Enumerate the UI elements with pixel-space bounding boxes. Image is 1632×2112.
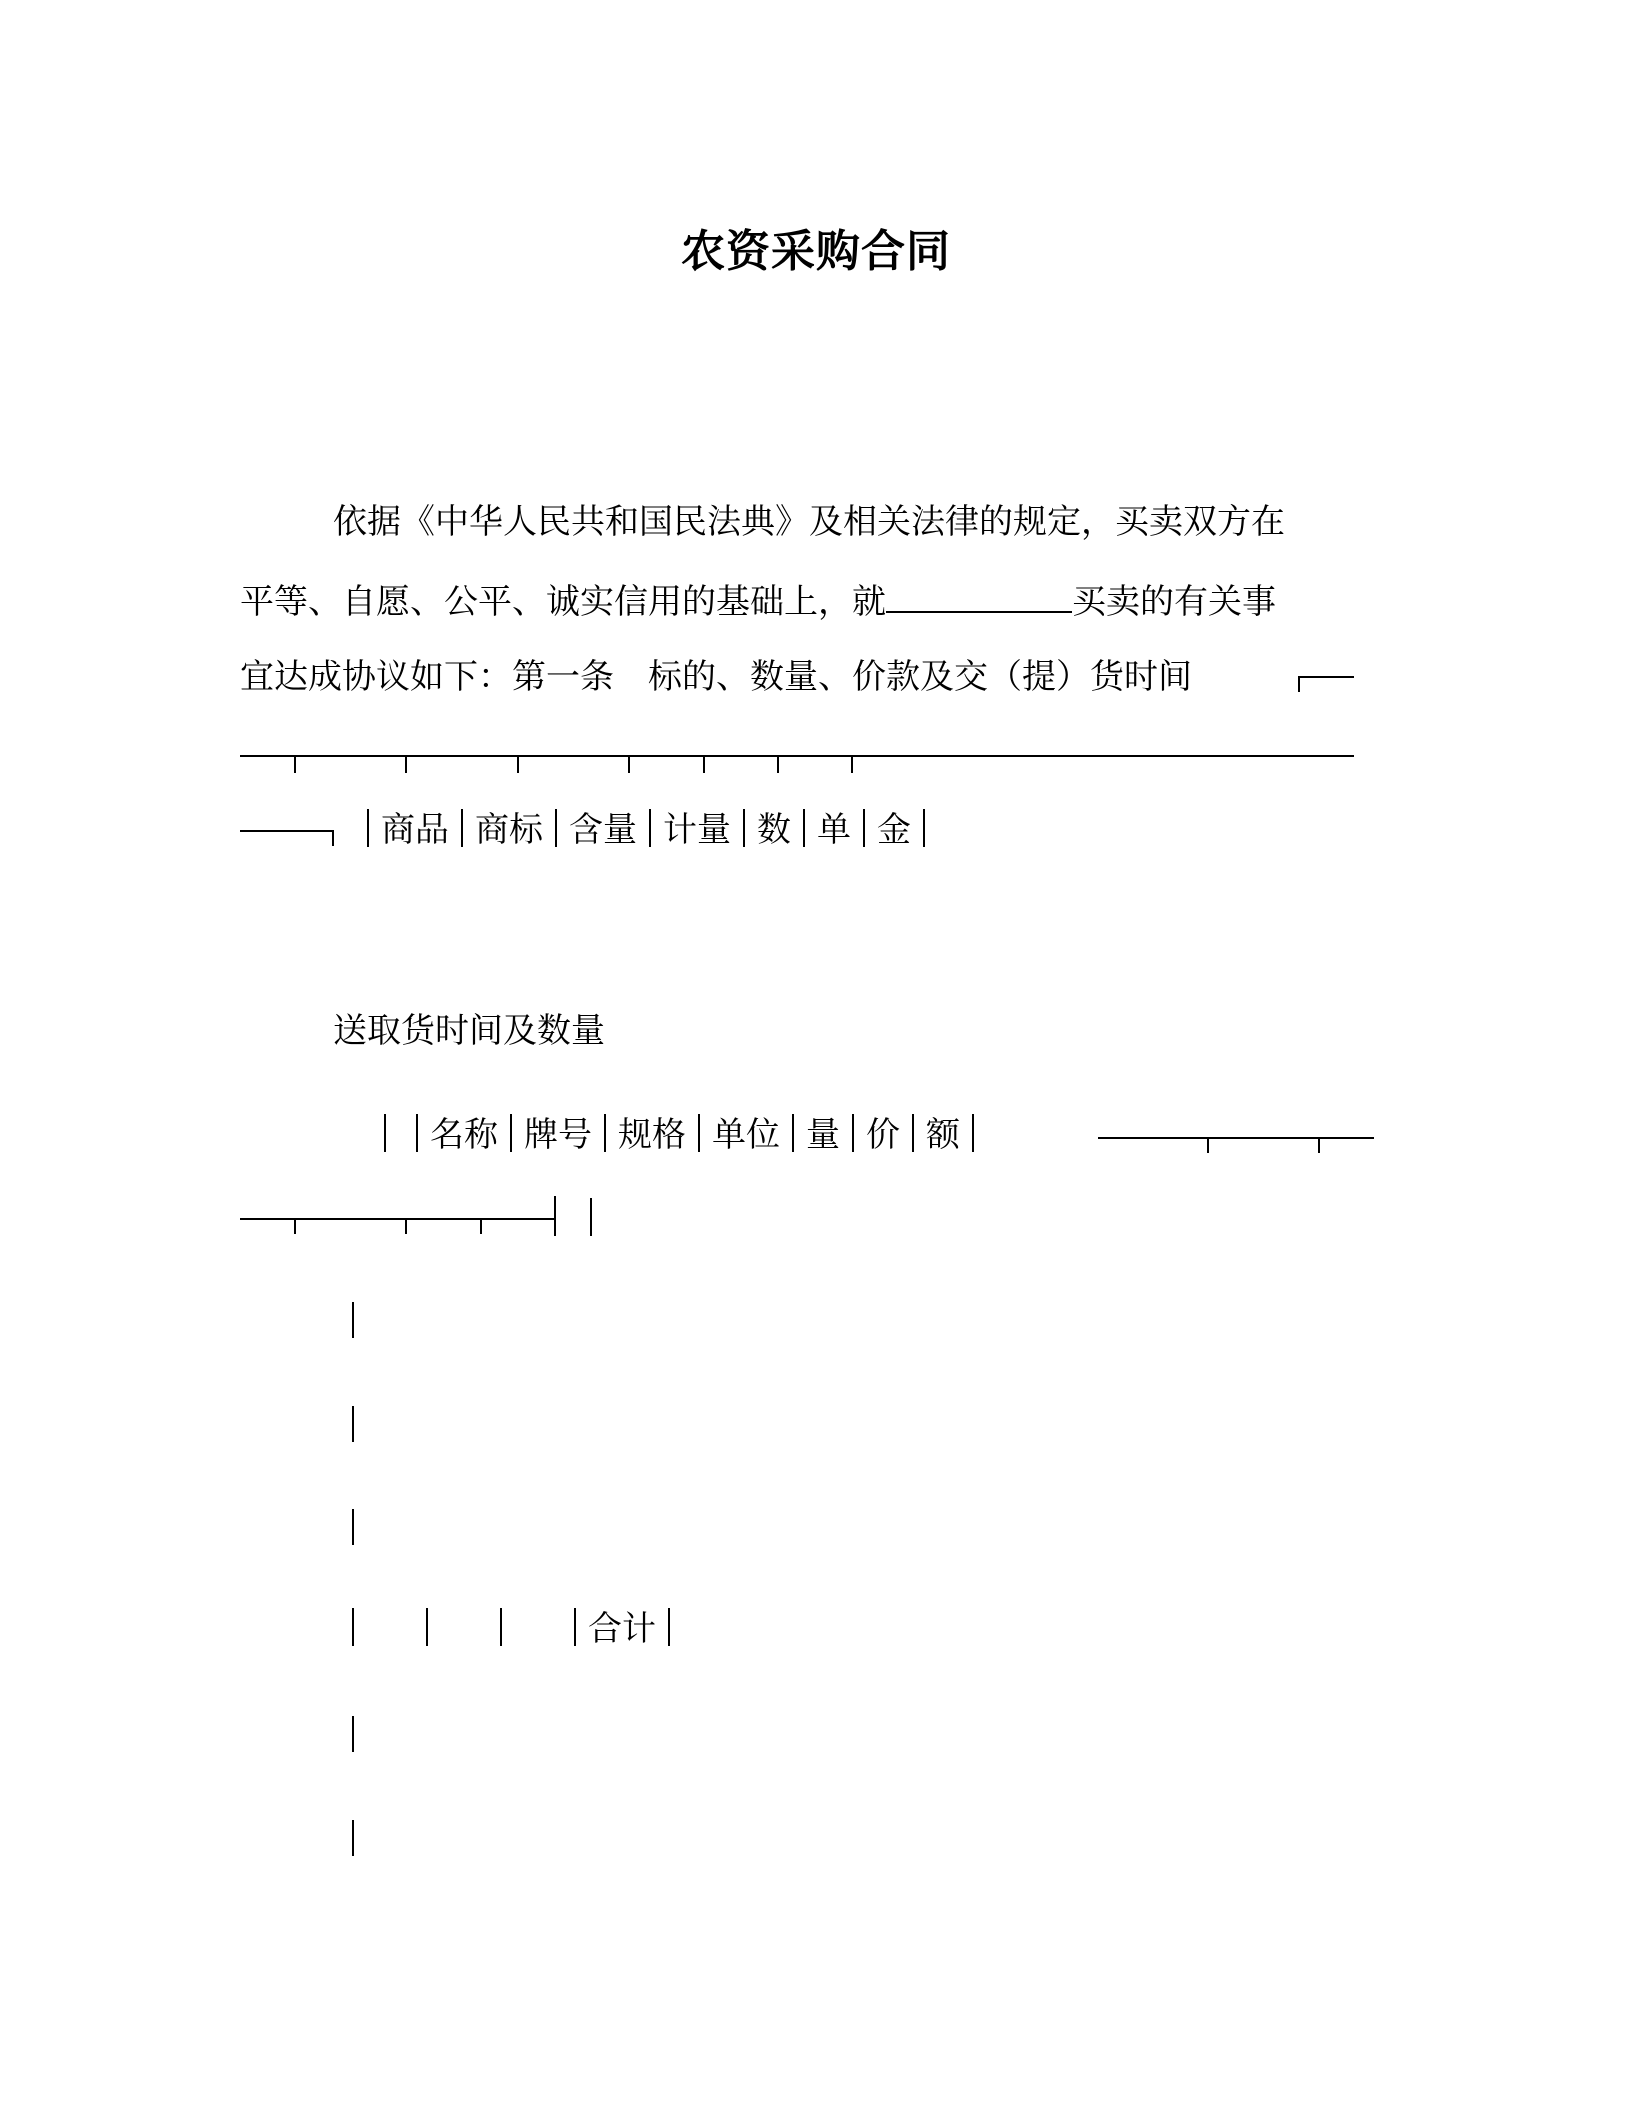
row-left-edge bbox=[352, 1406, 354, 1442]
row-left-edge bbox=[352, 1302, 354, 1338]
row-left-edge bbox=[352, 1509, 354, 1545]
table-corner-mark bbox=[1298, 676, 1300, 692]
intro-line-2-text-b: 买卖的有关事 bbox=[1072, 582, 1276, 622]
cell-divider bbox=[668, 1608, 670, 1646]
cell-divider bbox=[792, 1114, 794, 1152]
cell-divider bbox=[510, 1114, 512, 1152]
total-row bbox=[340, 1604, 682, 1654]
cell-divider bbox=[743, 809, 745, 847]
cell-divider bbox=[416, 1114, 418, 1152]
table-rule-3 bbox=[240, 1218, 554, 1220]
header-cell: 牌号 bbox=[524, 1115, 592, 1155]
cell-divider bbox=[923, 809, 925, 847]
column-tick bbox=[1207, 1137, 1209, 1153]
table-rule-short bbox=[240, 830, 332, 832]
cell-divider bbox=[367, 809, 369, 847]
cell-divider bbox=[649, 809, 651, 847]
column-tick bbox=[628, 755, 630, 773]
column-tick bbox=[405, 755, 407, 773]
header-cell: 数 bbox=[757, 810, 791, 850]
column-tick bbox=[294, 755, 296, 773]
header-cell: 名称 bbox=[430, 1115, 498, 1155]
column-tick bbox=[332, 830, 334, 846]
intro-line-1: 依据《中华人民共和国民法典》及相关法律的规定，买卖双方在 bbox=[333, 502, 1285, 542]
cell-divider bbox=[698, 1114, 700, 1152]
cell-divider bbox=[352, 1608, 354, 1646]
goods-name-blank[interactable] bbox=[886, 575, 1072, 613]
header-row-2 bbox=[372, 1110, 986, 1160]
intro-line-2 bbox=[240, 575, 1276, 627]
document-title: 农资采购合同 bbox=[681, 226, 951, 277]
header-cell: 金 bbox=[877, 810, 911, 850]
cell-divider bbox=[852, 1114, 854, 1152]
cell-divider bbox=[384, 1114, 386, 1152]
cell-divider bbox=[863, 809, 865, 847]
header-cell: 价 bbox=[866, 1115, 900, 1155]
header-cell: 含量 bbox=[569, 810, 637, 850]
cell-divider bbox=[461, 809, 463, 847]
total-label: 合计 bbox=[588, 1609, 656, 1649]
header-cell: 单位 bbox=[712, 1115, 780, 1155]
table-rule-2 bbox=[1098, 1137, 1374, 1139]
row-left-edge bbox=[352, 1716, 354, 1752]
cell-divider bbox=[500, 1608, 502, 1646]
column-tick bbox=[405, 1218, 407, 1234]
header-cell: 计量 bbox=[663, 810, 731, 850]
row-left-edge bbox=[352, 1820, 354, 1856]
cell-divider bbox=[574, 1608, 576, 1646]
column-tick bbox=[703, 755, 705, 773]
intro-line-2-text-a: 平等、自愿、公平、诚实信用的基础上，就 bbox=[240, 582, 886, 622]
table-rule-1 bbox=[240, 755, 1354, 757]
cell-divider bbox=[972, 1114, 974, 1152]
table-top-rule-short bbox=[1298, 676, 1354, 678]
column-tick bbox=[777, 755, 779, 773]
section-label: 送取货时间及数量 bbox=[333, 1011, 605, 1051]
intro-line-3: 宜达成协议如下：第一条 标的、数量、价款及交（提）货时间 bbox=[240, 657, 1192, 697]
header-cell: 商标 bbox=[475, 810, 543, 850]
header-cell: 单 bbox=[817, 810, 851, 850]
cell-divider bbox=[604, 1114, 606, 1152]
header-cell: 额 bbox=[926, 1115, 960, 1155]
header-cell: 商品 bbox=[381, 810, 449, 850]
column-tick bbox=[294, 1218, 296, 1234]
column-tick bbox=[517, 755, 519, 773]
column-tick bbox=[480, 1218, 482, 1234]
cell-divider bbox=[912, 1114, 914, 1152]
column-edge bbox=[590, 1198, 592, 1236]
column-tick bbox=[1318, 1137, 1320, 1153]
header-row-1 bbox=[355, 805, 937, 855]
column-tick bbox=[851, 755, 853, 773]
header-cell: 量 bbox=[806, 1115, 840, 1155]
cell-divider bbox=[555, 809, 557, 847]
column-edge bbox=[554, 1196, 556, 1236]
header-cell: 规格 bbox=[618, 1115, 686, 1155]
cell-divider bbox=[803, 809, 805, 847]
cell-divider bbox=[426, 1608, 428, 1646]
